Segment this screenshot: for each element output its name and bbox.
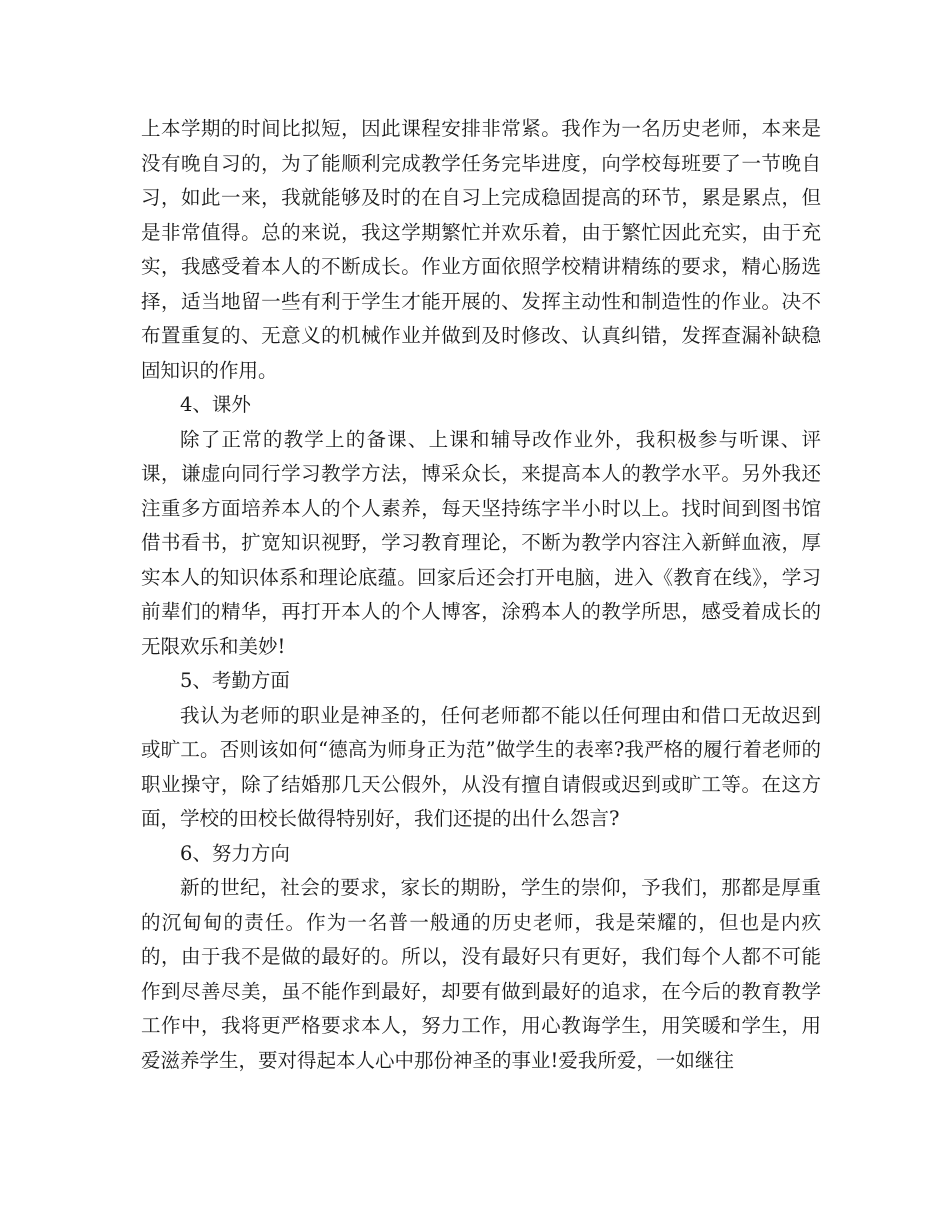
paragraph-attendance: 我认为老师的职业是神圣的，任何老师都不能以任何理由和借口无故迟到或旷工。否则该如何“德高为师身正为范”做学生的表率?我严格的履行着老师的职业操守，除了结婚那几天公假外，从没有擅自请假或迟到或旷工等。在这方面，学校的田校长做得特别好，我们还提的出什么怨言? — [141, 703, 821, 830]
section-heading-attendance: 5、考勤方面 — [180, 669, 290, 692]
paragraph-continued: 上本学期的时间比拟短，因此课程安排非常紧。我作为一名历史老师，本来是没有晚自习的，为了能顺利完成教学任务完毕进度，向学校每班要了一节晚自习，如此一来，我就能够及时的在自习上完成稳固提高的环节，累是累点，但是非常值得。总的来说，我这学期繁忙并欢乐着，由于繁忙因此充实，由于充实，我感受着本人的不断成长。作业方面依照学校精讲精练的要求，精心肠选择，适当地留一些有利于学生才能开展的、发挥主动性和制造性的作业。决不布置重复的、无意义的机械作业并做到及时修改、认真纠错，发挥查漏补缺稳固知识的作用。 — [141, 117, 821, 382]
paragraph-direction: 新的世纪，社会的要求，家长的期盼，学生的崇仰，予我们，那都是厚重的沉甸甸的责任。作为一名普一般通的历史老师，我是荣耀的，但也是内疚的，由于我不是做的最好的。所以，没有最好只有更好，我们每个人都不可能作到尽善尽美，虽不能作到最好，却要有做到最好的追求，在今后的教育教学工作中，我将更严格要求本人，努力工作，用心教诲学生，用笑暖和学生，用爱滋养学生，要对得起本人心中那份神圣的事业!爱我所爱，一如继往 — [141, 876, 821, 1072]
section-heading-direction: 6、努力方向 — [180, 841, 290, 865]
paragraph-extracurricular: 除了正常的教学上的备课、上课和辅导改作业外，我积极参与听课、评课，谦虚向同行学习教学方法，博采众长，来提高本人的教学水平。另外我还注重多方面培养本人的个人素养，每天坚持练字半小时以上。找时间到图书馆借书看书，扩宽知识视野，学习教育理论，不断为教学内容注入新鲜血液，厚实本人的知识体系和理论底蕴。回家后还会打开电脑，进入《教育在线》，学习前辈们的精华，再打开本人的个人博客，涂鸦本人的教学所思，感受着成长的无限欢乐和美妙! — [141, 427, 821, 658]
section-heading-extracurricular: 4、课外 — [180, 393, 251, 416]
document-body — [141, 112, 821, 1078]
